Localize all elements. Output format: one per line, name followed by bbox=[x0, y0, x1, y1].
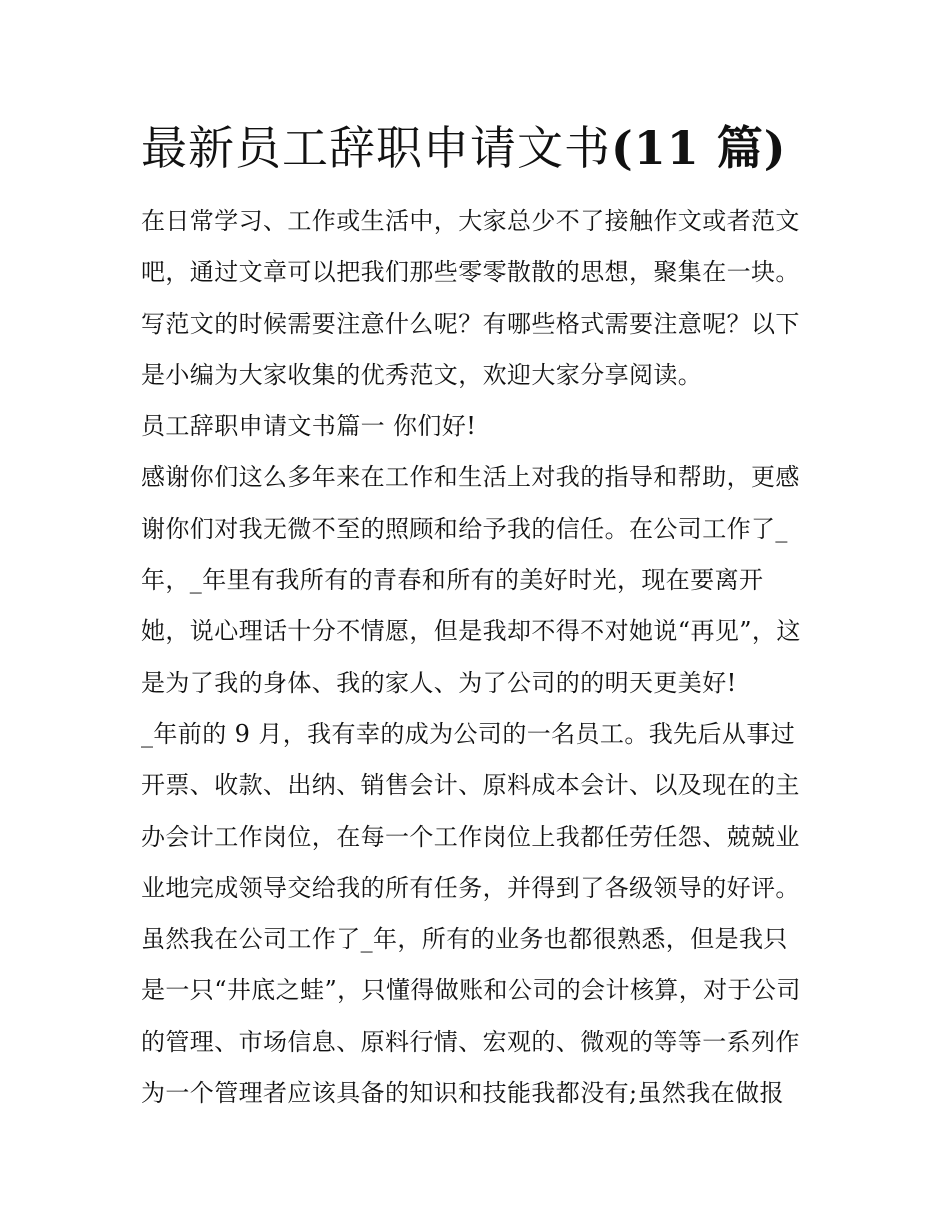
body-line: 她，说心理话十分不情愿，但是我却不得不对她说“再见”，这 bbox=[141, 617, 801, 646]
body-line: 办会计工作岗位，在每一个工作岗位上我都任劳任怨、兢兢业 bbox=[141, 822, 800, 851]
body-line: 感谢你们这么多年来在工作和生活上对我的指导和帮助，更感 bbox=[141, 463, 800, 492]
body-line: 是小编为大家收集的优秀范文，欢迎大家分享阅读。 bbox=[141, 360, 703, 389]
document-body bbox=[141, 196, 813, 1119]
body-line: 是一只“井底之蛙”，只懂得做账和公司的会计核算，对于公司 bbox=[141, 976, 801, 1005]
body-line: 开票、收款、出纳、销售会计、原料成本会计、以及现在的主 bbox=[141, 771, 800, 800]
body-line: 为一个管理者应该具备的知识和技能我都没有;虽然我在做报 bbox=[141, 1079, 784, 1108]
body-line: 谢你们对我无微不至的照顾和给予我的信任。在公司工作了_ bbox=[141, 514, 788, 543]
document-title bbox=[141, 118, 787, 178]
title-count-text: (11 篇) bbox=[611, 121, 787, 175]
body-line: _年前的 9 月，我有幸的成为公司的一名员工。我先后从事过 bbox=[141, 719, 796, 748]
body-line: 写范文的时候需要注意什么呢？有哪些格式需要注意呢？以下 bbox=[141, 309, 800, 338]
body-line: 在日常学习、工作或生活中，大家总少不了接触作文或者范文 bbox=[141, 207, 800, 235]
body-line: 虽然我在公司工作了_年，所有的业务也都很熟悉，但是我只 bbox=[141, 925, 788, 954]
body-line: 吧，通过文章可以把我们那些零零散散的思想，聚集在一块。 bbox=[141, 258, 800, 287]
body-line: 业地完成领导交给我的所有任务，并得到了各级领导的好评。 bbox=[141, 873, 800, 902]
section-heading-line: 员工辞职申请文书篇一 你们好! bbox=[141, 412, 477, 441]
body-line: 的管理、市场信息、原料行情、宏观的、微观的等等一系列作 bbox=[141, 1027, 800, 1056]
body-line: 年，_年里有我所有的青春和所有的美好时光，现在要离开 bbox=[141, 566, 764, 595]
title-main-text: 最新员工辞职申请文书 bbox=[141, 121, 611, 175]
body-line: 是为了我的身体、我的家人、为了公司的的明天更美好! bbox=[141, 668, 737, 697]
